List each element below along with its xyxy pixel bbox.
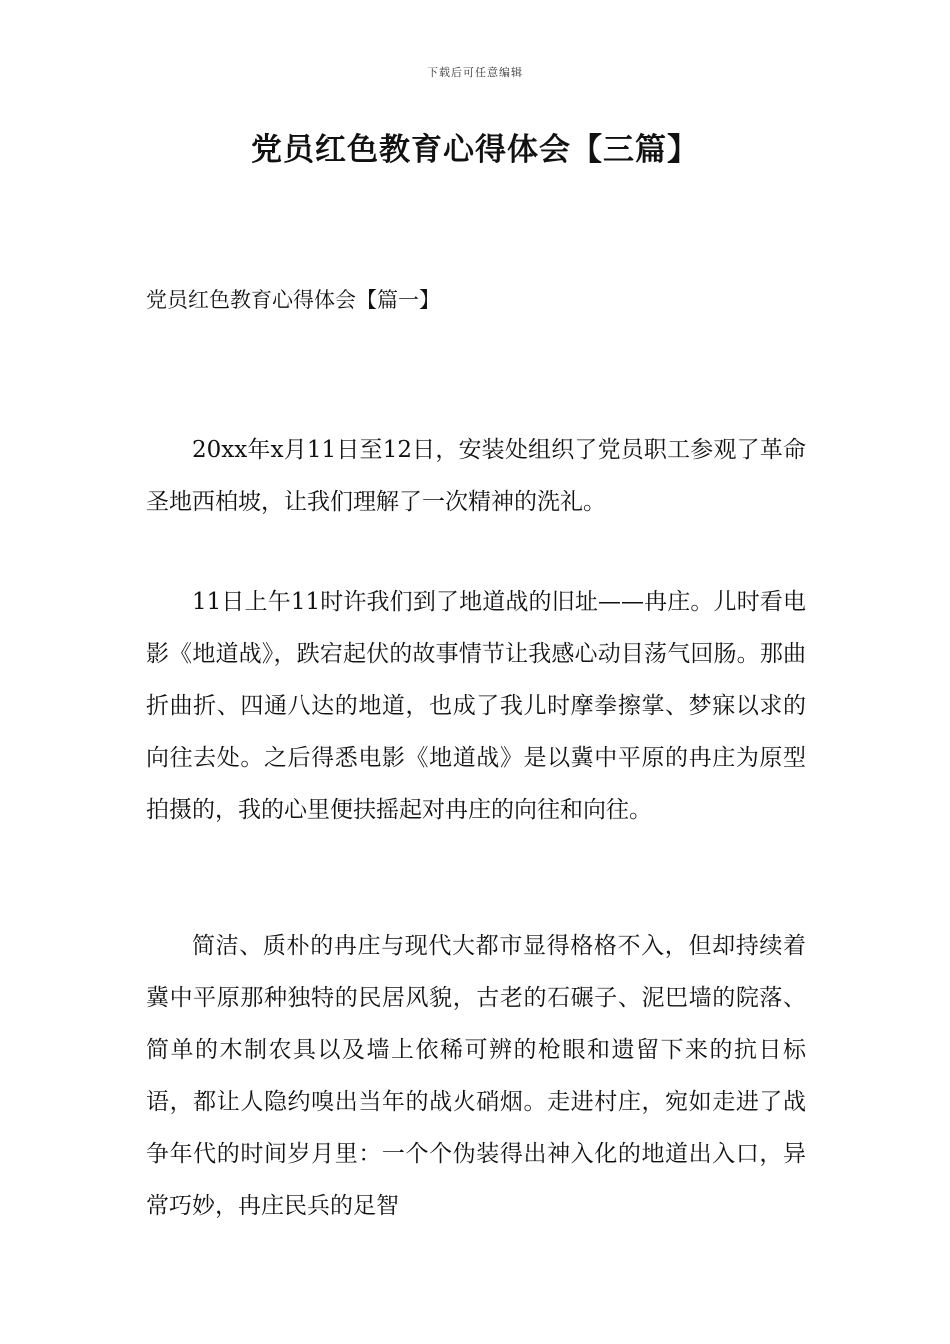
paragraph-block-3	[146, 920, 806, 1232]
document-title: 党员红色教育心得体会【三篇】	[251, 132, 699, 168]
paragraph: 20xx年x月11日至12日，安装处组织了党员职工参观了革命圣地西柏坡，让我们理解了一次精神的洗礼。	[146, 437, 806, 515]
section-heading: 党员红色教育心得体会【篇一】	[146, 288, 440, 312]
header-note: 下载后可任意编辑	[427, 66, 523, 79]
paragraph-block-1	[146, 424, 806, 528]
paragraph: 简洁、质朴的冉庄与现代大都市显得格格不入，但却持续着冀中平原那种独特的民居风貌，古老的石碾子、泥巴墙的院落、简单的木制农具以及墙上依稀可辨的枪眼和遗留下来的抗日标语，都让人隐约嗅出当年的战火硝烟。走进村庄，宛如走进了战争年代的时间岁月里：一个个伪装得出神入化的地道出入口，异常巧妙，冉庄民兵的足智	[146, 933, 806, 1219]
paragraph: 11日上午11时许我们到了地道战的旧址——冉庄。儿时看电影《地道战》，跌宕起伏的故事情节让我感心动目荡气回肠。那曲折曲折、四通八达的地道，也成了我儿时摩拳擦掌、梦寐以求的向往去处。之后得悉电影《地道战》是以冀中平原的冉庄为原型拍摄的，我的心里便扶摇起对冉庄的向往和向往。	[146, 589, 806, 823]
paragraph-block-2	[146, 576, 806, 836]
